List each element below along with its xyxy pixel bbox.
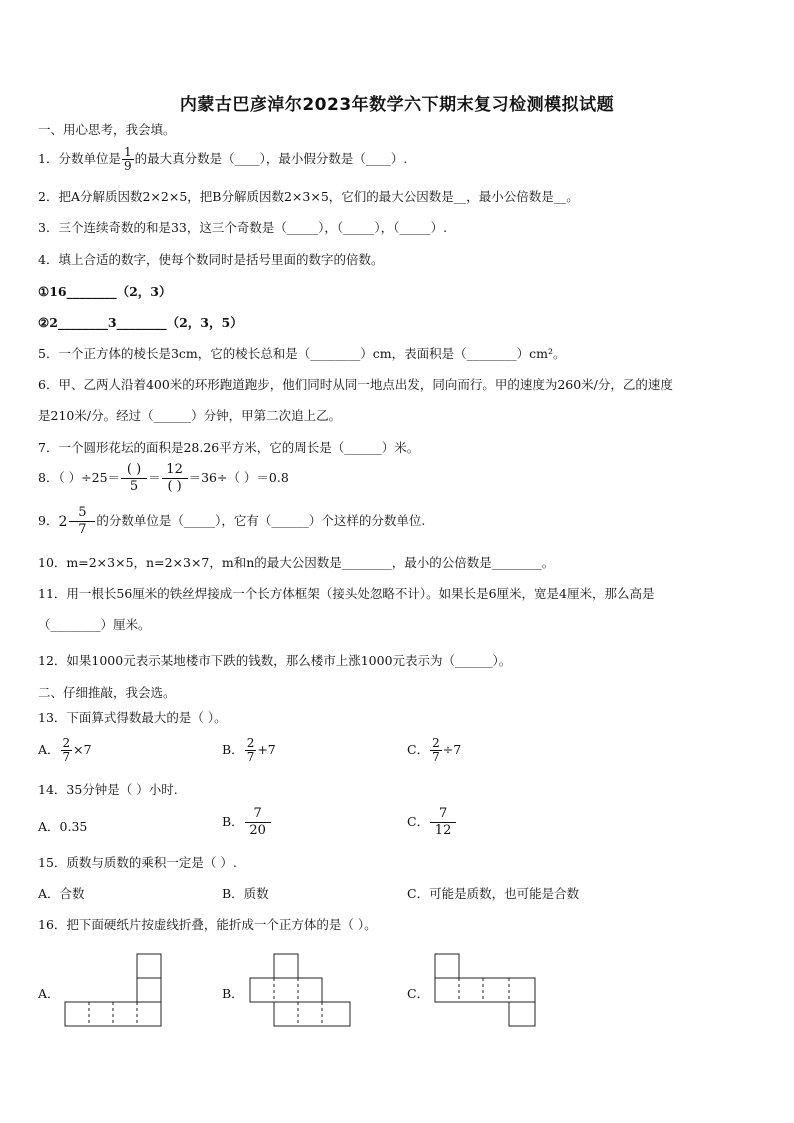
question-1 — [38, 146, 407, 173]
question-6-line1: 6．甲、乙两人沿着400米的环形跑道跑步，他们同时从同一地点出发，同向而行。甲的速度为260米/分，乙的速度 — [38, 377, 673, 392]
q14-c-label: C． — [407, 814, 430, 829]
question-4b: ②2________3________（2，3，5） — [38, 315, 243, 330]
q13-c-op: ÷7 — [442, 742, 462, 757]
q9-mixed-number — [58, 505, 96, 538]
question-5: 5．一个正方体的棱长是3cm，它的棱长总和是（________）cm，表面积是（________）cm²。 — [38, 346, 566, 361]
q14-b-num: 7 — [253, 806, 262, 821]
cube-net-a-diagram — [63, 953, 163, 1029]
q13-option-c[interactable] — [407, 737, 461, 764]
q8-equals: ＝ — [148, 470, 161, 485]
question-7: 7．一个圆形花坛的面积是28.26平方米，它的周长是（______）米。 — [38, 440, 420, 455]
q15-option-b[interactable]: B．质数 — [222, 886, 269, 901]
q14-c-den: 12 — [430, 822, 456, 839]
q8-f2-denominator: ( ) — [162, 478, 188, 495]
question-4a: ①16________（2，3） — [38, 284, 172, 299]
question-4: 4．填上合适的数字，使每个数同时是括号里面的数字的倍数。 — [38, 252, 384, 267]
q8-text-post: ＝36÷（ ）＝0.8 — [188, 470, 289, 485]
q13-a-num: 2 — [62, 736, 71, 750]
q13-c-den: 7 — [432, 750, 440, 764]
q14-b-fraction — [245, 806, 271, 839]
question-3: 3．三个连续奇数的和是33，这三个奇数是（_____），（_____），（_____）. — [38, 220, 448, 235]
cube-net-b-diagram — [248, 953, 352, 1029]
question-15: 15．质数与质数的乘积一定是（ ）. — [38, 855, 237, 870]
q9-text-post: 的分数单位是（_____），它有（______）个这样的分数单位. — [96, 513, 426, 528]
question-16: 16．把下面硬纸片按虚线折叠，能折成一个正方体的是（ ）。 — [38, 917, 377, 932]
q16-net-a[interactable] — [63, 953, 163, 1029]
q8-f1-denominator: 5 — [121, 478, 147, 495]
q13-option-a[interactable] — [38, 737, 92, 764]
question-2: 2．把A分解质因数2×2×5，把B分解质因数2×3×5，它们的最大公因数是__，最小公倍数是__。 — [38, 189, 579, 204]
q13-a-den: 7 — [62, 750, 71, 764]
q9-whole: 2 — [58, 513, 68, 530]
q8-fraction-1 — [121, 462, 147, 495]
q13-a-op: ×7 — [73, 742, 92, 757]
q14-option-c[interactable] — [407, 806, 457, 839]
q8-fraction-2 — [162, 462, 188, 495]
q9-text-pre: 9． — [38, 513, 59, 528]
q13-c-label: C． — [407, 742, 430, 757]
q1-fraction — [122, 146, 134, 173]
q1-denominator: 9 — [123, 159, 132, 173]
cube-net-c-diagram — [433, 953, 537, 1029]
q16-option-b-label[interactable]: B． — [222, 986, 244, 1001]
question-6-line2: 是210米/分。经过（______）分钟，甲第二次追上乙。 — [38, 408, 342, 423]
q16-net-b[interactable] — [248, 953, 352, 1029]
question-12: 12．如果1000元表示某地楼市下跌的钱数，那么楼市上涨1000元表示为（______）。 — [38, 653, 512, 668]
q1-numerator: 1 — [123, 145, 132, 159]
q14-c-num: 7 — [438, 806, 448, 821]
q1-text-post: 的最大真分数是（____），最小假分数是（____）. — [134, 151, 408, 166]
question-11-line2: （________）厘米。 — [38, 617, 151, 632]
q9-fraction — [69, 505, 95, 538]
q8-text-pre: 8．（ ）÷25＝ — [38, 470, 121, 485]
q14-option-b[interactable] — [222, 806, 272, 839]
q15-option-c[interactable]: C．可能是质数，也可能是合数 — [407, 886, 580, 901]
question-14: 14．35分钟是（ ）小时. — [38, 782, 178, 797]
q16-option-c-label[interactable]: C． — [407, 986, 430, 1001]
q1-text-pre: 1．分数单位是 — [38, 151, 121, 166]
q13-b-label: B． — [222, 742, 244, 757]
q14-b-label: B． — [222, 814, 244, 829]
question-13: 13．下面算式得数最大的是（ ）。 — [38, 710, 227, 725]
question-9 — [38, 505, 425, 538]
q13-b-fraction — [245, 737, 257, 764]
q13-a-label: A． — [38, 742, 60, 757]
question-11-line1: 11．用一根长56厘米的铁丝焊接成一个长方体框架（接头处忽略不计）。如果长是6厘米，宽是4厘米，那么高是 — [38, 586, 655, 601]
page-title: 内蒙古巴彦淖尔2023年数学六下期末复习检测模拟试题 — [179, 95, 615, 115]
q9-denominator: 7 — [69, 521, 95, 538]
q8-f2-numerator: 12 — [166, 462, 183, 477]
q13-c-num: 2 — [432, 736, 440, 750]
question-10: 10．m=2×3×5，n=2×3×7，m和n的最大公因数是________，最小的公倍数是________。 — [38, 555, 555, 570]
q15-option-a[interactable]: A．合数 — [38, 886, 85, 901]
q13-c-fraction — [430, 737, 442, 764]
q9-numerator: 5 — [78, 505, 87, 520]
q14-c-fraction — [430, 806, 456, 839]
q14-option-a[interactable]: A．0.35 — [38, 819, 88, 834]
section-1-heading: 一、用心思考，我会填。 — [38, 122, 176, 137]
question-8 — [38, 462, 289, 495]
q16-option-a-label[interactable]: A． — [38, 986, 60, 1001]
q13-a-fraction — [61, 737, 73, 764]
q13-b-den: 7 — [246, 750, 255, 764]
q13-b-op: +7 — [257, 742, 276, 757]
q8-f1-numerator: ( ) — [126, 462, 142, 477]
q16-net-c[interactable] — [433, 953, 537, 1029]
q14-b-den: 20 — [245, 822, 271, 839]
q13-b-num: 2 — [246, 736, 255, 750]
q13-option-b[interactable] — [222, 737, 276, 764]
section-2-heading: 二、仔细推敲，我会选。 — [38, 685, 176, 700]
